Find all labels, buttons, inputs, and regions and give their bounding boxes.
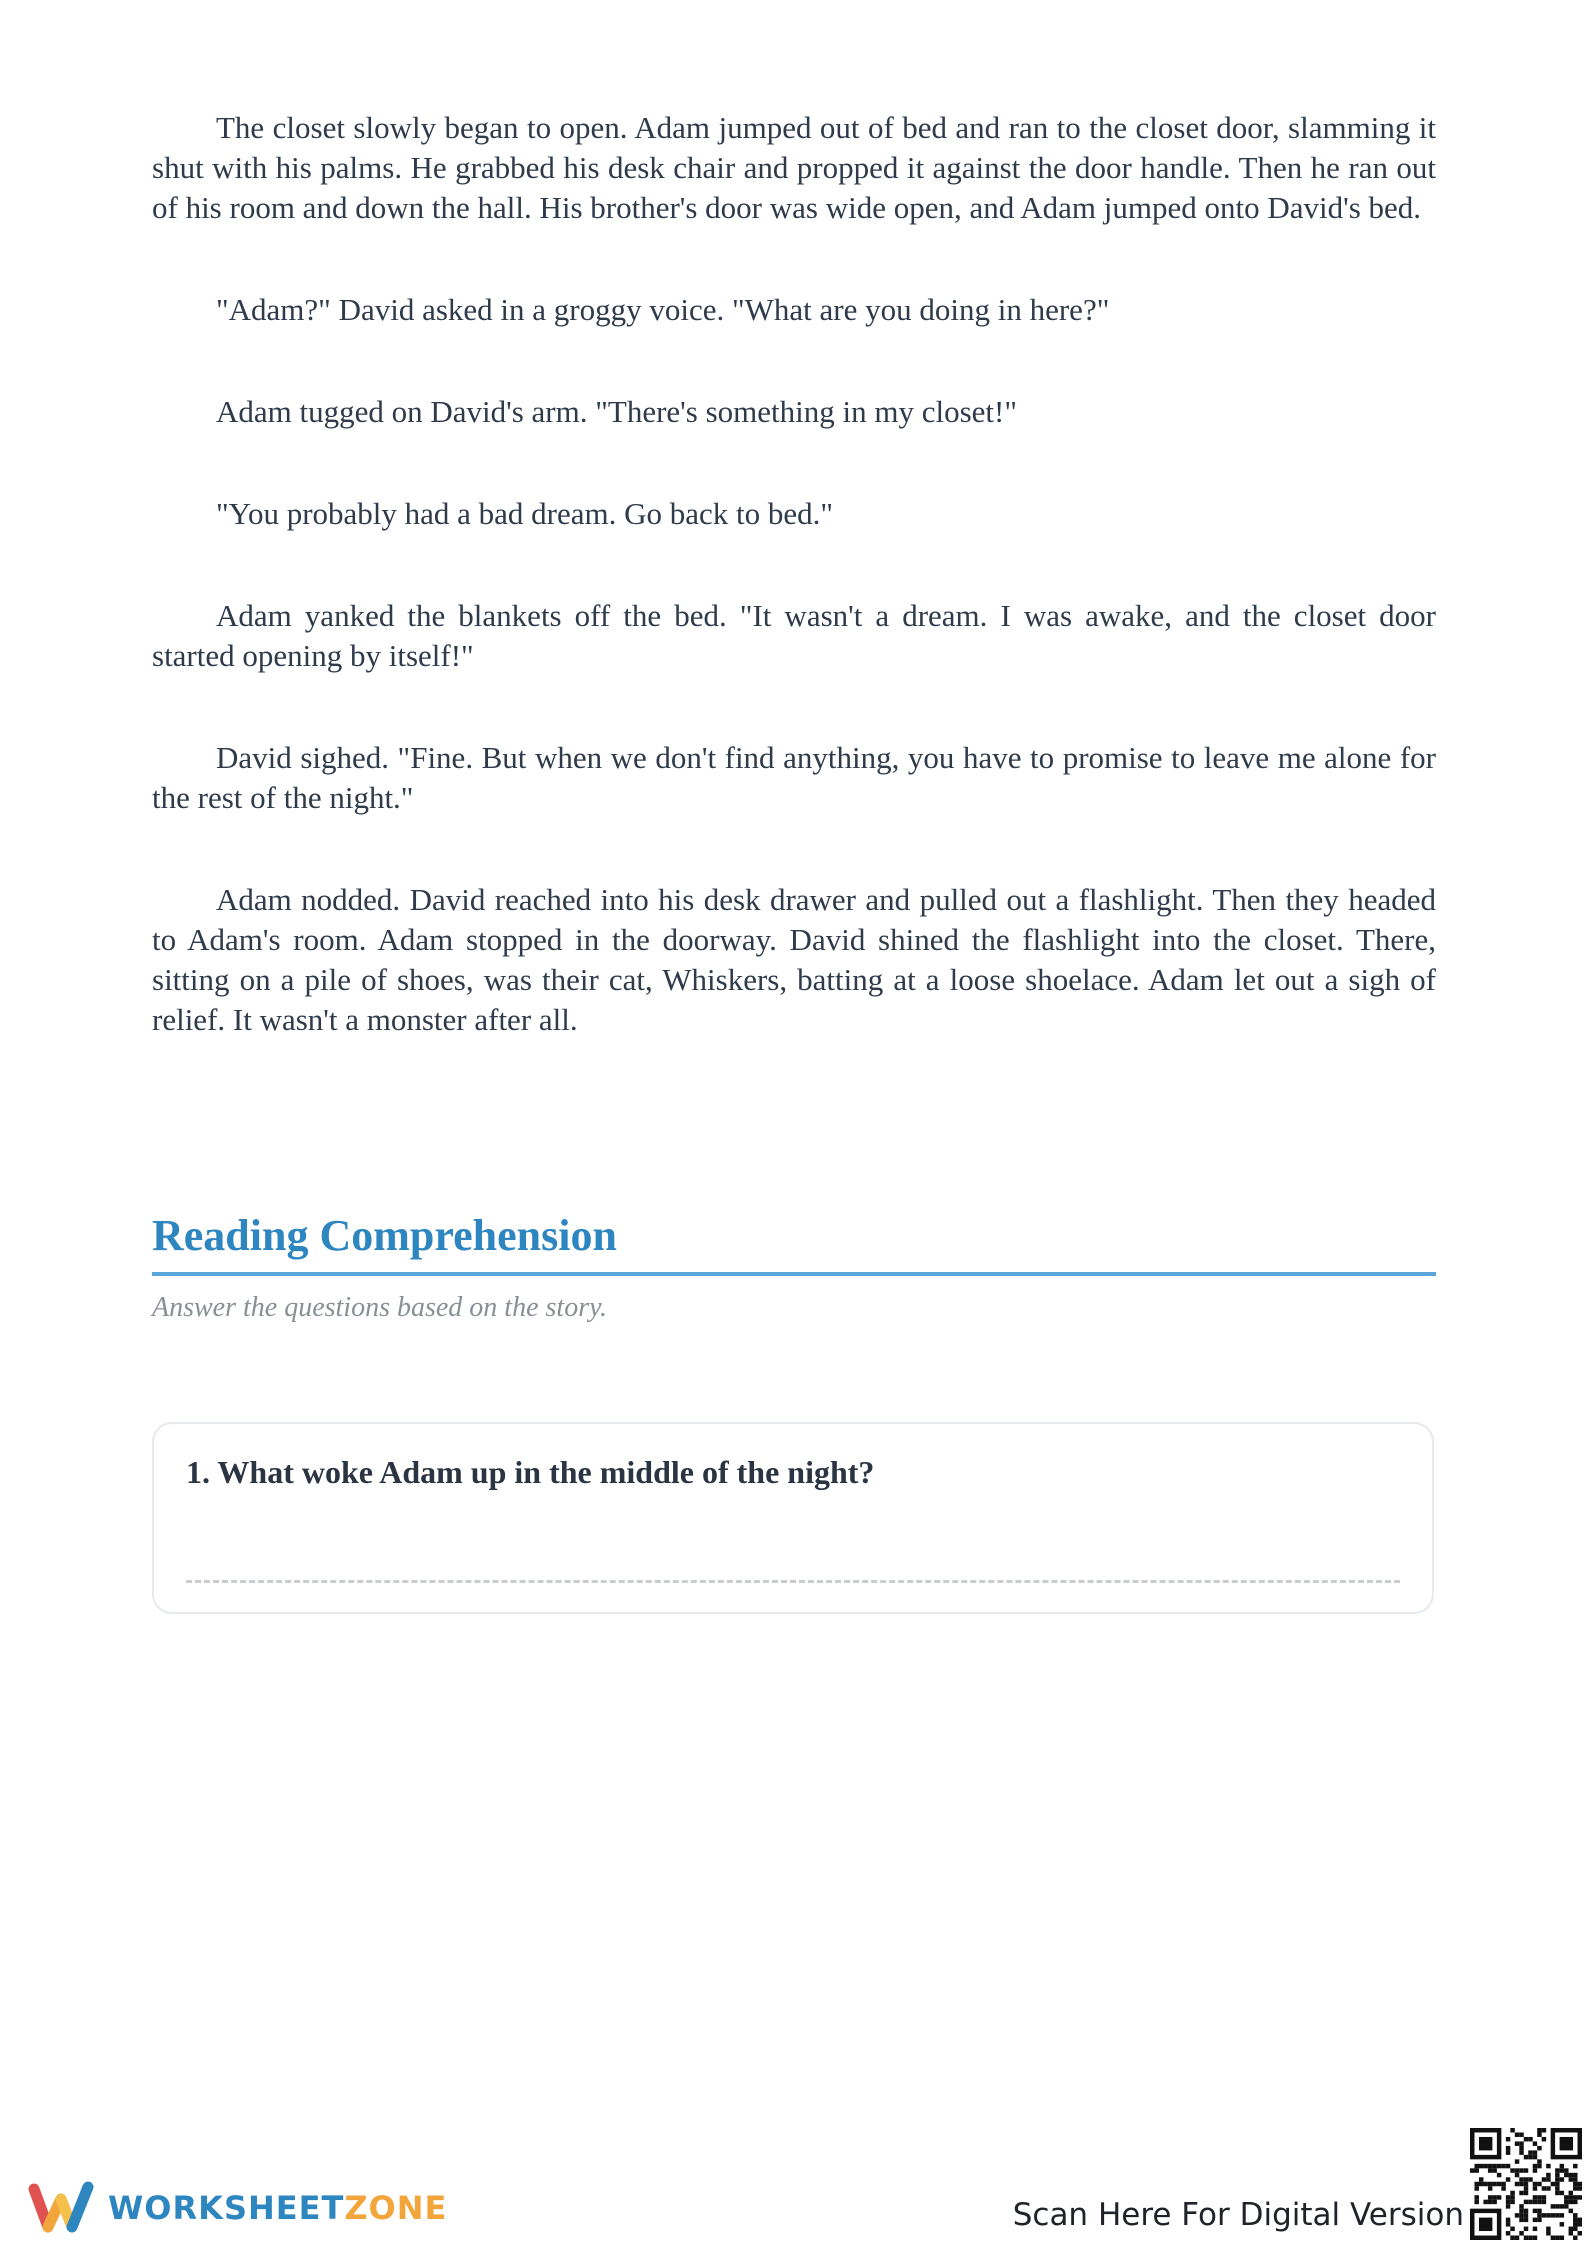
worksheetzone-logo-icon [28,2179,94,2237]
story-paragraph: The closet slowly began to open. Adam jumped out of bed and ran to the closet door, slamming it shut with his palms. He grabbed his desk chair and propped it against the door handle. Then he ran out of his room and down the hall. His brother's door was wide open, and Adam jumped onto David's bed. [152,110,1436,225]
section-instructions: Answer the questions based on the story. [152,1292,607,1323]
section-title: Reading Comprehension [152,1211,617,1260]
story-paragraph: Adam tugged on David's arm. "There's something in my closet!" [216,394,1017,429]
story-paragraph: Adam nodded. David reached into his desk drawer and pulled out a flashlight. Then they headed to Adam's room. Adam stopped in the doorway. David shined the flashlight into the closet. There, sitting on a pile of shoes, was their cat, Whiskers, batting at a loose shoelace. Adam let out a sigh of relief. It wasn't a monster after all. [152,882,1436,1037]
story-paragraph: "You probably had a bad dream. Go back to bed." [216,496,834,531]
story-text [152,108,1436,1102]
brand-name-part2: ZONE [344,2189,448,2227]
section-divider [152,1272,1436,1276]
question-text: 1. What woke Adam up in the middle of the night? [186,1454,875,1490]
brand-name [108,2178,447,2238]
qr-code-icon[interactable] [1470,2128,1582,2240]
scan-label: Scan Here For Digital Version [1012,2197,1464,2233]
question-card [152,1422,1434,1614]
story-paragraph: "Adam?" David asked in a groggy voice. "What are you doing in here?" [216,292,1110,327]
story-paragraph: David sighed. "Fine. But when we don't find anything, you have to promise to leave me alone for the rest of the night." [152,740,1436,815]
brand-logo[interactable] [28,2178,447,2238]
brand-name-part1: WORKSHEET [108,2189,345,2227]
answer-line[interactable] [186,1580,1400,1583]
story-paragraph: Adam yanked the blankets off the bed. "It wasn't a dream. I was awake, and the closet door started opening by itself!" [152,598,1436,673]
